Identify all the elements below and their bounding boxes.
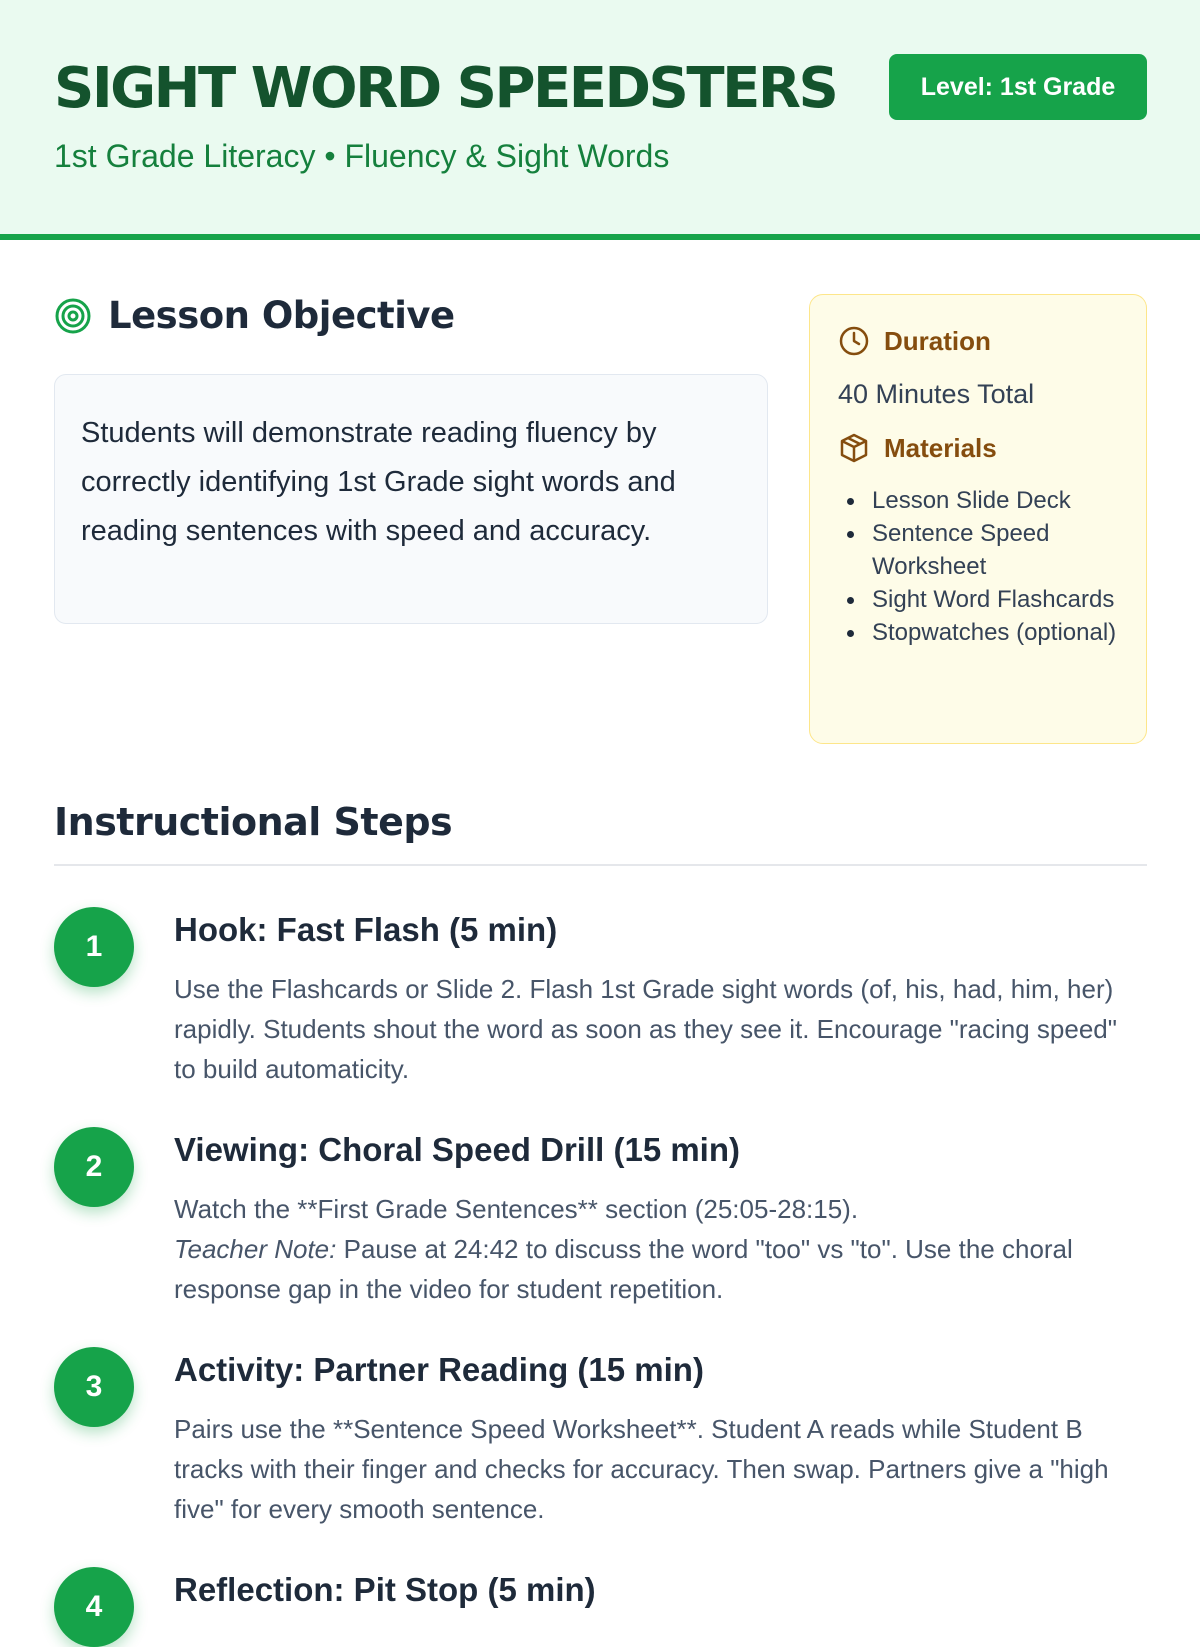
page-title: SIGHT WORD SPEEDSTERS xyxy=(54,56,837,121)
step-title: Reflection: Pit Stop (5 min) xyxy=(174,1571,596,1608)
step-number: 4 xyxy=(54,1567,134,1647)
level-badge: Level: 1st Grade xyxy=(889,54,1147,120)
objective-heading-text: Lesson Objective xyxy=(108,294,455,337)
step-number: 3 xyxy=(54,1347,134,1427)
page-subtitle: 1st Grade Literacy • Fluency & Sight Words xyxy=(54,138,670,174)
objective-heading xyxy=(54,294,455,337)
clock-icon xyxy=(838,325,870,357)
list-item: Sentence Speed Worksheet xyxy=(838,517,1118,583)
step-number: 1 xyxy=(54,907,134,987)
list-item: Stopwatches (optional) xyxy=(838,616,1118,649)
step-description xyxy=(174,1189,1134,1309)
step-title: Viewing: Choral Speed Drill (15 min) xyxy=(174,1131,740,1168)
list-item: Lesson Slide Deck xyxy=(838,484,1118,517)
objective-box xyxy=(54,374,768,624)
package-icon xyxy=(838,432,870,464)
step-title: Hook: Fast Flash (5 min) xyxy=(174,911,558,948)
list-item: Sight Word Flashcards xyxy=(838,583,1118,616)
step-title: Activity: Partner Reading (15 min) xyxy=(174,1351,704,1388)
objective-text: Students will demonstrate reading fluency by correctly identifying 1st Grade sight words and reading sentences with speed and accuracy. xyxy=(81,417,676,547)
divider xyxy=(54,864,1147,866)
materials-label: Materials xyxy=(884,432,997,463)
materials-list xyxy=(838,484,1118,649)
duration-value: 40 Minutes Total xyxy=(838,379,1035,409)
materials-heading xyxy=(838,432,1118,464)
duration-heading xyxy=(838,325,1118,357)
duration-label: Duration xyxy=(884,325,991,356)
target-icon xyxy=(54,297,92,335)
teacher-note-text: Pause at 24:42 to discuss the word "too" vs "to". Use the choral response gap in the video for student repetition. xyxy=(174,1234,1073,1304)
teacher-note-label: Teacher Note: xyxy=(174,1234,337,1264)
step-description: Use the Flashcards or Slide 2. Flash 1st Grade sight words (of, his, had, him, her) rapidly. Students shout the word as soon as they see it. Encourage "racing speed" to build automaticity. xyxy=(174,974,1117,1084)
step-description-text: Watch the **First Grade Sentences** section (25:05-28:15). xyxy=(174,1194,859,1224)
steps-heading: Instructional Steps xyxy=(54,800,453,844)
lesson-header xyxy=(0,0,1200,240)
step-number: 2 xyxy=(54,1127,134,1207)
duration-materials-card xyxy=(809,294,1147,744)
step-description: Pairs use the **Sentence Speed Worksheet**. Student A reads while Student B tracks with their finger and checks for accuracy. Then swap. Partners give a "high five" for every smooth sentence. xyxy=(174,1414,1109,1524)
